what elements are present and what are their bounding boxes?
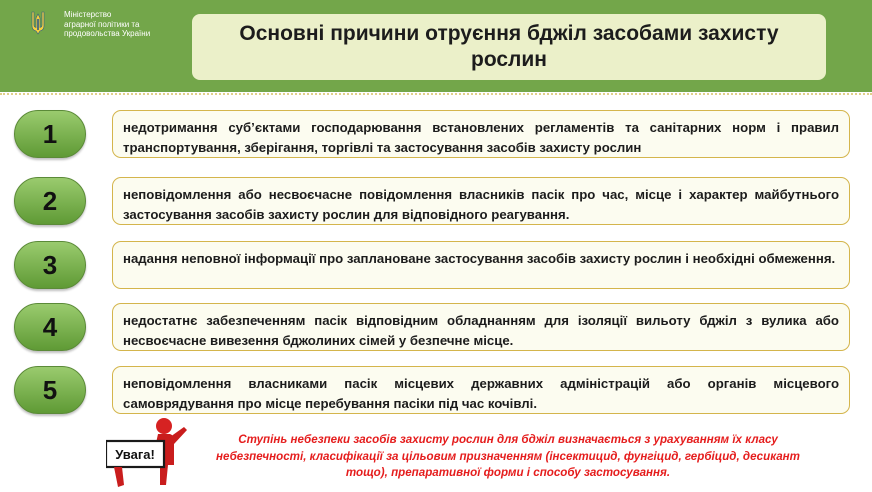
item-text: недостатнє забезпеченням пасік відповідним обладнанням для ізоляції вильоту бджіл з вулика або несвоєчасне вивезення бджолиних сімей у безпечне місце. xyxy=(112,303,850,351)
title-box xyxy=(192,14,826,80)
warning-sign-text: Увага! xyxy=(115,447,155,462)
page-title: Основні причини отруєння бджіл засобами захисту рослин xyxy=(239,22,779,71)
item-text: неповідомлення власниками пасік місцевих державних адміністрацій або органів місцевого самоврядування про місце перебування пасіки під час кочівлі. xyxy=(112,366,850,414)
item-number: 5 xyxy=(42,374,58,405)
ministry-logo xyxy=(30,10,180,42)
trident-icon xyxy=(30,10,46,36)
item-text: недотримання суб’єктами господарювання встановлених регламентів та санітарних норм і правил транспортування, зберігання, торгівлі та застосування засобів захисту рослин xyxy=(112,110,850,158)
item-number: 2 xyxy=(42,185,58,216)
item-number: 4 xyxy=(42,311,58,342)
cause-item xyxy=(0,177,872,231)
cause-item xyxy=(0,366,872,420)
warning-note: Ступінь небезпеки засобів захисту рослин для бджіл визначається з урахуванням їх класу небезпечності, класифікації за цільовим призначенням (інсектицид, фунгіцид, гербіцид, десикант тощо), препаративної форми і способу застосування. xyxy=(216,433,800,480)
number-badge xyxy=(14,303,86,351)
cause-item xyxy=(0,241,872,295)
number-badge xyxy=(14,366,86,414)
dotted-divider xyxy=(0,93,872,95)
number-badge xyxy=(14,241,86,289)
ministry-name xyxy=(64,10,184,39)
number-badge xyxy=(14,177,86,225)
item-text: надання неповної інформації про заплановане застосування засобів захисту рослин і необхідні обмеження. xyxy=(112,241,850,289)
cause-item xyxy=(0,303,872,357)
header-bar xyxy=(0,0,872,92)
ministry-line: продовольства України xyxy=(64,29,151,38)
ministry-line: Міністерство xyxy=(64,10,112,19)
item-number: 1 xyxy=(42,118,58,149)
cause-item xyxy=(0,110,872,164)
warning-figure-icon xyxy=(106,417,190,489)
item-number: 3 xyxy=(42,249,58,280)
number-badge xyxy=(14,110,86,158)
item-text: неповідомлення або несвоєчасне повідомлення власників пасік про час, місце і характер майбутнього застосування засобів захисту рослин для відповідного реагування. xyxy=(112,177,850,225)
ministry-line: аграрної політики та xyxy=(64,19,140,29)
